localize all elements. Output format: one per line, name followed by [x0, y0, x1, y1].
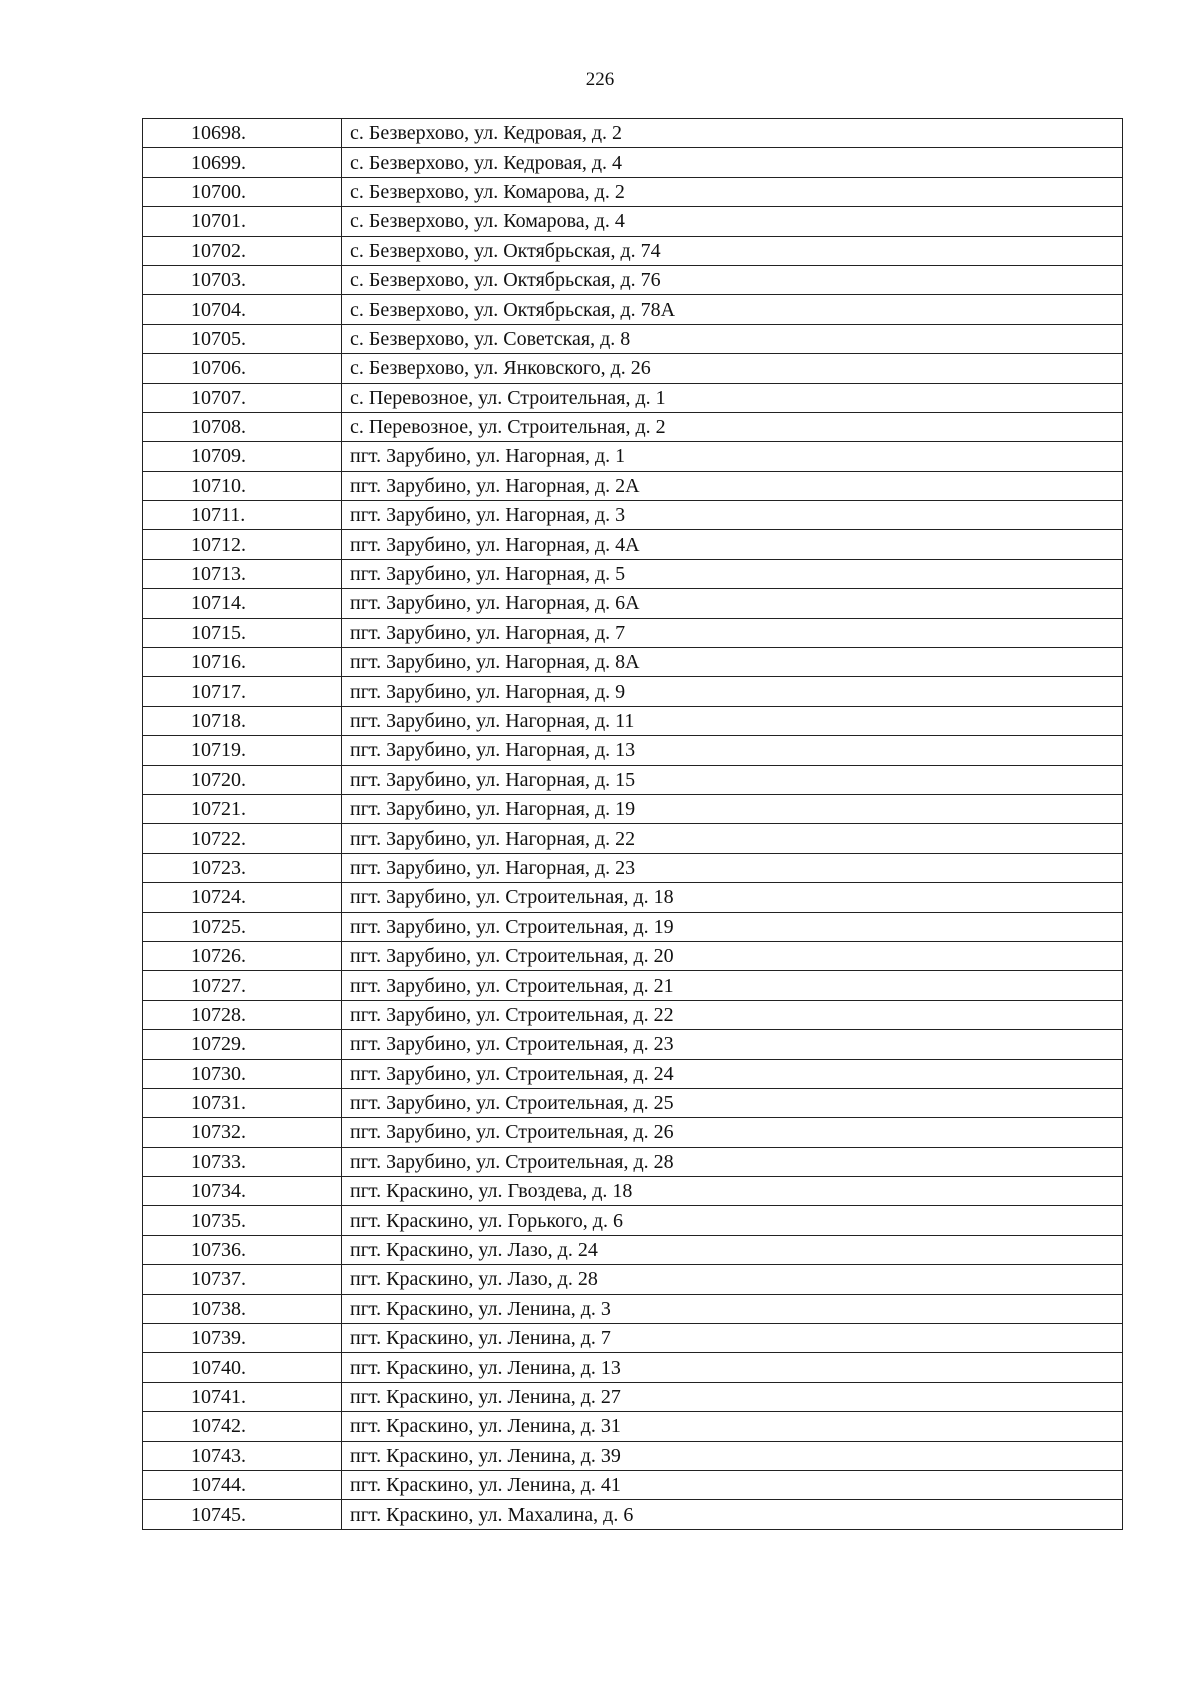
table-row	[143, 442, 1123, 471]
table-row	[143, 824, 1123, 853]
row-number-cell: 10716.	[143, 648, 342, 677]
address-cell: пгт. Краскино, ул. Ленина, д. 27	[342, 1382, 1123, 1411]
page-number: 226	[585, 69, 615, 90]
row-number-cell: 10734.	[143, 1177, 342, 1206]
address-cell: пгт. Зарубино, ул. Строительная, д. 23	[342, 1030, 1123, 1059]
address-cell: пгт. Краскино, ул. Ленина, д. 41	[342, 1470, 1123, 1499]
table-row	[143, 618, 1123, 647]
row-number-cell: 10740.	[143, 1353, 342, 1382]
row-number-cell: 10739.	[143, 1324, 342, 1353]
row-number-cell: 10704.	[143, 295, 342, 324]
row-number-cell: 10722.	[143, 824, 342, 853]
address-cell: с. Безверхово, ул. Советская, д. 8	[342, 324, 1123, 353]
address-cell: с. Безверхово, ул. Кедровая, д. 2	[342, 119, 1123, 148]
address-cell: с. Безверхово, ул. Октябрьская, д. 76	[342, 265, 1123, 294]
table-row	[143, 648, 1123, 677]
table-row	[143, 1294, 1123, 1323]
address-cell: пгт. Зарубино, ул. Строительная, д. 22	[342, 1000, 1123, 1029]
address-cell: пгт. Зарубино, ул. Нагорная, д. 4А	[342, 530, 1123, 559]
address-cell: пгт. Краскино, ул. Ленина, д. 39	[342, 1441, 1123, 1470]
row-number-cell: 10713.	[143, 559, 342, 588]
address-cell: пгт. Зарубино, ул. Нагорная, д. 8А	[342, 648, 1123, 677]
table-row	[143, 295, 1123, 324]
row-number-cell: 10738.	[143, 1294, 342, 1323]
address-cell: пгт. Краскино, ул. Горького, д. 6	[342, 1206, 1123, 1235]
address-cell: пгт. Зарубино, ул. Нагорная, д. 22	[342, 824, 1123, 853]
row-number-cell: 10712.	[143, 530, 342, 559]
table-row	[143, 883, 1123, 912]
row-number-cell: 10731.	[143, 1088, 342, 1117]
address-cell: пгт. Краскино, ул. Гвоздева, д. 18	[342, 1177, 1123, 1206]
table-row	[143, 1177, 1123, 1206]
row-number-cell: 10699.	[143, 148, 342, 177]
table-row	[143, 383, 1123, 412]
address-cell: пгт. Краскино, ул. Ленина, д. 31	[342, 1412, 1123, 1441]
address-cell: пгт. Зарубино, ул. Нагорная, д. 6А	[342, 589, 1123, 618]
row-number-cell: 10707.	[143, 383, 342, 412]
row-number-cell: 10718.	[143, 706, 342, 735]
table-row	[143, 1470, 1123, 1499]
row-number-cell: 10723.	[143, 853, 342, 882]
table-row	[143, 941, 1123, 970]
address-cell: с. Безверхово, ул. Янковского, д. 26	[342, 354, 1123, 383]
address-cell: пгт. Краскино, ул. Ленина, д. 7	[342, 1324, 1123, 1353]
table-row	[143, 677, 1123, 706]
row-number-cell: 10742.	[143, 1412, 342, 1441]
row-number-cell: 10717.	[143, 677, 342, 706]
address-cell: пгт. Зарубино, ул. Строительная, д. 20	[342, 941, 1123, 970]
table-row	[143, 265, 1123, 294]
address-cell: пгт. Краскино, ул. Махалина, д. 6	[342, 1500, 1123, 1529]
table-row	[143, 765, 1123, 794]
table-row	[143, 354, 1123, 383]
table-row	[143, 236, 1123, 265]
address-cell: пгт. Зарубино, ул. Строительная, д. 18	[342, 883, 1123, 912]
address-cell: с. Безверхово, ул. Октябрьская, д. 78А	[342, 295, 1123, 324]
table-row	[143, 1088, 1123, 1117]
table-row	[143, 207, 1123, 236]
table-row	[143, 1265, 1123, 1294]
table-row	[143, 706, 1123, 735]
row-number-cell: 10729.	[143, 1030, 342, 1059]
address-cell: пгт. Зарубино, ул. Нагорная, д. 5	[342, 559, 1123, 588]
row-number-cell: 10719.	[143, 736, 342, 765]
table-row	[143, 736, 1123, 765]
table-row	[143, 971, 1123, 1000]
row-number-cell: 10741.	[143, 1382, 342, 1411]
address-cell: пгт. Зарубино, ул. Нагорная, д. 9	[342, 677, 1123, 706]
row-number-cell: 10726.	[143, 941, 342, 970]
row-number-cell: 10714.	[143, 589, 342, 618]
address-cell: пгт. Зарубино, ул. Строительная, д. 21	[342, 971, 1123, 1000]
row-number-cell: 10715.	[143, 618, 342, 647]
row-number-cell: 10720.	[143, 765, 342, 794]
address-cell: пгт. Краскино, ул. Лазо, д. 28	[342, 1265, 1123, 1294]
row-number-cell: 10728.	[143, 1000, 342, 1029]
address-cell: с. Безверхово, ул. Комарова, д. 4	[342, 207, 1123, 236]
row-number-cell: 10721.	[143, 794, 342, 823]
address-cell: пгт. Зарубино, ул. Нагорная, д. 23	[342, 853, 1123, 882]
row-number-cell: 10709.	[143, 442, 342, 471]
table-row	[143, 177, 1123, 206]
address-cell: с. Безверхово, ул. Комарова, д. 2	[342, 177, 1123, 206]
table-row	[143, 912, 1123, 941]
row-number-cell: 10737.	[143, 1265, 342, 1294]
address-cell: с. Безверхово, ул. Кедровая, д. 4	[342, 148, 1123, 177]
table-row	[143, 1500, 1123, 1529]
table-row	[143, 412, 1123, 441]
row-number-cell: 10744.	[143, 1470, 342, 1499]
row-number-cell: 10730.	[143, 1059, 342, 1088]
table-row	[143, 1441, 1123, 1470]
table-row	[143, 119, 1123, 148]
row-number-cell: 10706.	[143, 354, 342, 383]
row-number-cell: 10745.	[143, 1500, 342, 1529]
row-number-cell: 10733.	[143, 1147, 342, 1176]
table-row	[143, 1324, 1123, 1353]
address-cell: пгт. Зарубино, ул. Нагорная, д. 2А	[342, 471, 1123, 500]
row-number-cell: 10727.	[143, 971, 342, 1000]
table-row	[143, 1030, 1123, 1059]
address-cell: пгт. Зарубино, ул. Нагорная, д. 3	[342, 501, 1123, 530]
address-cell: пгт. Зарубино, ул. Нагорная, д. 1	[342, 442, 1123, 471]
row-number-cell: 10702.	[143, 236, 342, 265]
table-row	[143, 530, 1123, 559]
table-row	[143, 559, 1123, 588]
row-number-cell: 10724.	[143, 883, 342, 912]
address-cell: пгт. Зарубино, ул. Строительная, д. 24	[342, 1059, 1123, 1088]
table-row	[143, 1000, 1123, 1029]
table-row	[143, 1235, 1123, 1264]
table-row	[143, 589, 1123, 618]
row-number-cell: 10743.	[143, 1441, 342, 1470]
row-number-cell: 10698.	[143, 119, 342, 148]
row-number-cell: 10708.	[143, 412, 342, 441]
address-cell: с. Перевозное, ул. Строительная, д. 1	[342, 383, 1123, 412]
row-number-cell: 10710.	[143, 471, 342, 500]
table-row	[143, 1412, 1123, 1441]
table-row	[143, 324, 1123, 353]
table-row	[143, 1382, 1123, 1411]
address-cell: с. Перевозное, ул. Строительная, д. 2	[342, 412, 1123, 441]
address-cell: пгт. Зарубино, ул. Строительная, д. 19	[342, 912, 1123, 941]
table-row	[143, 853, 1123, 882]
address-cell: пгт. Краскино, ул. Ленина, д. 3	[342, 1294, 1123, 1323]
address-cell: пгт. Зарубино, ул. Строительная, д. 26	[342, 1118, 1123, 1147]
address-cell: пгт. Зарубино, ул. Нагорная, д. 11	[342, 706, 1123, 735]
address-cell: пгт. Зарубино, ул. Нагорная, д. 13	[342, 736, 1123, 765]
address-cell: пгт. Краскино, ул. Ленина, д. 13	[342, 1353, 1123, 1382]
row-number-cell: 10701.	[143, 207, 342, 236]
row-number-cell: 10705.	[143, 324, 342, 353]
table-row	[143, 1206, 1123, 1235]
address-cell: с. Безверхово, ул. Октябрьская, д. 74	[342, 236, 1123, 265]
address-cell: пгт. Зарубино, ул. Строительная, д. 28	[342, 1147, 1123, 1176]
table-row	[143, 1147, 1123, 1176]
address-table	[142, 118, 1123, 1530]
address-cell: пгт. Зарубино, ул. Нагорная, д. 15	[342, 765, 1123, 794]
table-row	[143, 1118, 1123, 1147]
table-row	[143, 794, 1123, 823]
table-row	[143, 501, 1123, 530]
table-row	[143, 148, 1123, 177]
address-table-body	[143, 119, 1123, 1530]
row-number-cell: 10700.	[143, 177, 342, 206]
address-cell: пгт. Краскино, ул. Лазо, д. 24	[342, 1235, 1123, 1264]
table-row	[143, 1059, 1123, 1088]
row-number-cell: 10735.	[143, 1206, 342, 1235]
table-row	[143, 471, 1123, 500]
row-number-cell: 10711.	[143, 501, 342, 530]
row-number-cell: 10736.	[143, 1235, 342, 1264]
table-row	[143, 1353, 1123, 1382]
address-cell: пгт. Зарубино, ул. Нагорная, д. 7	[342, 618, 1123, 647]
row-number-cell: 10703.	[143, 265, 342, 294]
row-number-cell: 10725.	[143, 912, 342, 941]
address-cell: пгт. Зарубино, ул. Строительная, д. 25	[342, 1088, 1123, 1117]
address-cell: пгт. Зарубино, ул. Нагорная, д. 19	[342, 794, 1123, 823]
row-number-cell: 10732.	[143, 1118, 342, 1147]
